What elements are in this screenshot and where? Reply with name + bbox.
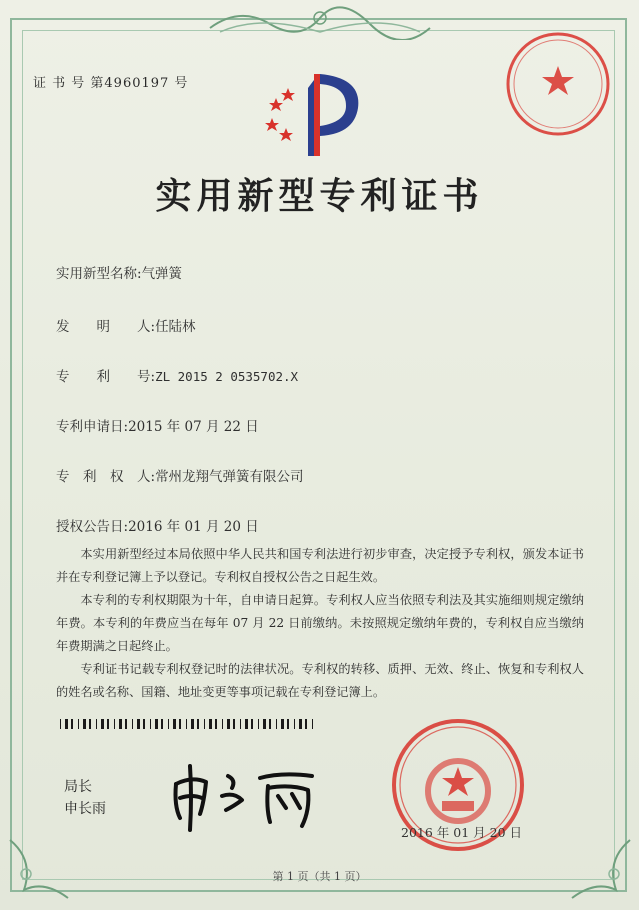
certificate-title: 实用新型专利证书 (155, 175, 484, 217)
body-paragraph: 本实用新型经过本局依照中华人民共和国专利法进行初步审查，决定授予专利权，颁发本证书并在专利登记簿上予以登记。专利权自授权公告之日起生效。 (56, 547, 584, 584)
field-value: 2015 年 07 月 22 日 (128, 419, 259, 435)
body-paragraph: 本专利的专利权期限为十年，自申请日起算。专利权人应当依照专利法及其实施细则规定缴纳年费。本专利的年费应当在每年 07 月 22 日前缴纳。未按照规定缴纳年费的，专利权自应当缴纳年费期满之日起终止。 (56, 593, 584, 653)
field-value: 任陆林 (155, 319, 196, 335)
field-value: 气弹簧 (141, 266, 183, 282)
field-label: 专 利 号: (56, 369, 156, 385)
director-name: 申长雨 (64, 801, 106, 817)
field-patent-number (56, 365, 298, 385)
page-number: 第 1 页（共 1 页） (272, 870, 367, 883)
stamp-date: 2016 年 01 月 20 日 (401, 825, 522, 840)
field-patentee (56, 465, 304, 485)
field-value: ZL 2015 2 0535702.X (155, 369, 299, 384)
top-ornament (200, 4, 440, 40)
director-signature (162, 756, 332, 836)
corner-ornament-br (566, 830, 636, 904)
patent-office-logo (262, 68, 372, 158)
field-label: 实用新型名称: (56, 266, 142, 282)
field-application-date (56, 415, 259, 435)
field-label: 专利申请日: (56, 419, 129, 435)
field-grant-date (56, 515, 259, 535)
director-title: 局长 (64, 779, 92, 795)
certificate-number: 证 书 号 第4960197 号 (33, 76, 189, 91)
barcode (60, 719, 318, 729)
field-value: 2016 年 01 月 20 日 (128, 519, 259, 535)
field-value: 常州龙翔气弹簧有限公司 (155, 469, 304, 485)
certificate-body (56, 543, 584, 704)
field-utility-model-name (56, 262, 182, 282)
tax-stamp-seal (502, 28, 614, 140)
field-label: 授权公告日: (56, 519, 129, 535)
corner-ornament-bl (4, 830, 74, 904)
field-label: 发 明 人: (56, 319, 156, 335)
body-paragraph: 专利证书记载专利权登记时的法律状况。专利权的转移、质押、无效、终止、恢复和专利权人的姓名或名称、国籍、地址变更等事项记载在专利登记簿上。 (56, 662, 584, 699)
field-label: 专 利 权 人: (56, 469, 156, 485)
field-inventor (56, 315, 196, 335)
